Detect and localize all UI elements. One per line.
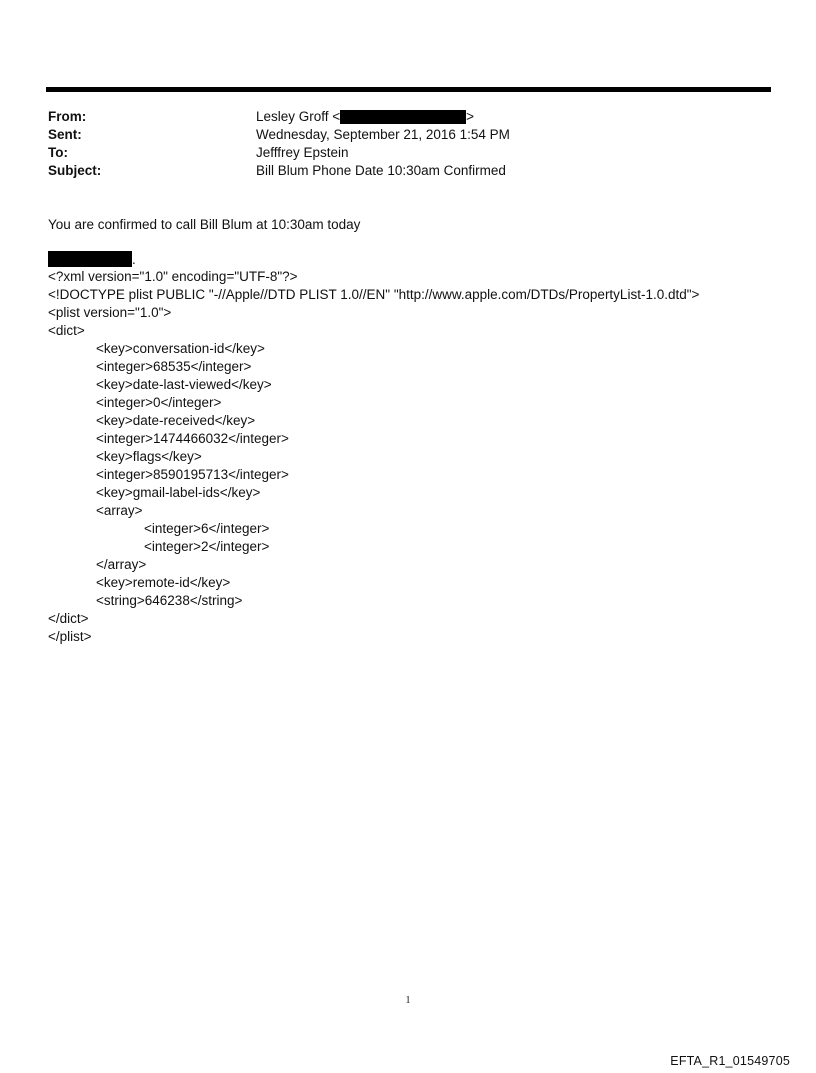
email-header-block <box>48 108 510 180</box>
header-from-row <box>48 108 510 126</box>
plist-line: <array> <box>96 503 143 518</box>
header-from-value <box>256 108 474 126</box>
plist-line: <?xml version="1.0" encoding="UTF-8"?> <box>48 269 298 284</box>
page-number: 1 <box>405 995 411 1006</box>
plist-line: </plist> <box>48 629 92 644</box>
plist-line: <integer>6</integer> <box>144 521 270 536</box>
header-sent-label: Sent: <box>48 127 82 142</box>
plist-line: <string>646238</string> <box>96 593 243 608</box>
header-sent-value: Wednesday, September 21, 2016 1:54 PM <box>256 127 510 142</box>
email-body-text: You are confirmed to call Bill Blum at 10:30am today <box>48 217 361 232</box>
plist-line: <integer>2</integer> <box>144 539 270 554</box>
plist-line: <integer>0</integer> <box>96 395 222 410</box>
redacted-signature-block <box>48 251 132 267</box>
header-to-value: Jefffrey Epstein <box>256 145 349 160</box>
plist-line: <plist version="1.0"> <box>48 305 172 320</box>
header-subject-row <box>48 162 510 180</box>
plist-line: <integer>68535</integer> <box>96 359 252 374</box>
plist-line: <key>conversation-id</key> <box>96 341 265 356</box>
header-from-label: From: <box>48 109 87 124</box>
plist-line: </array> <box>96 557 147 572</box>
plist-line: <key>flags</key> <box>96 449 202 464</box>
signature-line <box>48 251 136 269</box>
plist-block <box>48 268 699 646</box>
plist-line: <key>gmail-label-ids</key> <box>96 485 261 500</box>
plist-line: <key>remote-id</key> <box>96 575 231 590</box>
from-close-bracket: > <box>466 109 475 124</box>
bates-number: EFTA_R1_01549705 <box>670 1054 790 1068</box>
header-subject-value: Bill Blum Phone Date 10:30am Confirmed <box>256 163 506 178</box>
plist-line: <key>date-last-viewed</key> <box>96 377 272 392</box>
header-to-label: To: <box>48 145 68 160</box>
plist-line: <key>date-received</key> <box>96 413 256 428</box>
header-sent-row <box>48 126 510 144</box>
header-to-row <box>48 144 510 162</box>
plist-line: <dict> <box>48 323 85 338</box>
signature-period: . <box>132 252 136 267</box>
plist-line: <!DOCTYPE plist PUBLIC "-//Apple//DTD PLIST 1.0//EN" "http://www.apple.com/DTDs/PropertyList-1.0.dtd"> <box>48 287 700 302</box>
from-name: Lesley Groff < <box>256 109 341 124</box>
plist-line: <integer>8590195713</integer> <box>96 467 289 482</box>
plist-line: </dict> <box>48 611 89 626</box>
header-subject-label: Subject: <box>48 163 102 178</box>
plist-line: <integer>1474466032</integer> <box>96 431 289 446</box>
redacted-email-block <box>340 110 466 124</box>
header-rule <box>46 87 771 92</box>
